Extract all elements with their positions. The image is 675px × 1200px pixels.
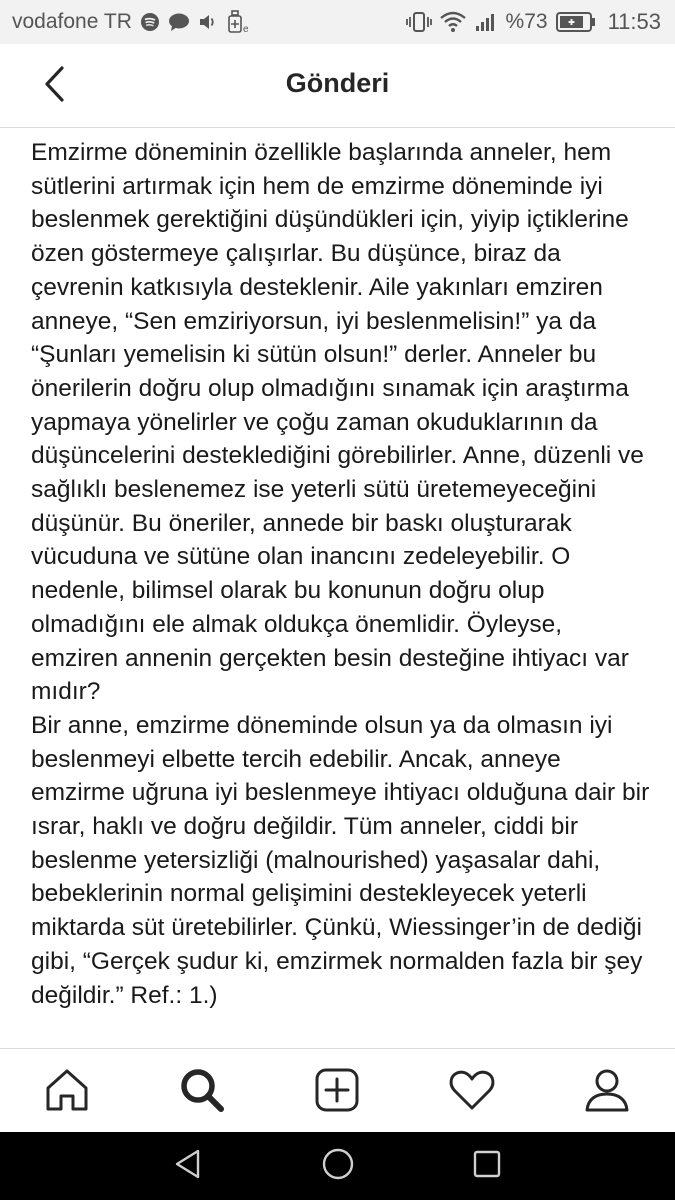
home-icon [44,1067,90,1118]
nav-activity-button[interactable] [446,1067,498,1117]
spotify-icon [140,12,160,32]
post-paragraph-1: Emzirme döneminin özellikle başlarında anneler, hem sütlerini artırmak için hem de emzirme döneminde iyi beslenmek gerektiğini düşündükleri için, yiyip içtiklerine özen göstermeye çalışırlar. Bu düşünce, biraz da çevrenin katkısıyla desteklenir. Aile yakınları emziren anneye, “Sen emziriyorsun, iyi beslenmelisin!” ya da “Şunları yemelisin ki sütün olsun!” derler. Anneler bu önerilerin doğru olup olmadığını sınamak için araştırma yapmaya yönelirler ve çoğu zaman okuduklarının da düşüncelerini desteklediğini görebilirler. Anne, düzenli ve sağlıklı beslenemez ise yeterli sütü üretemeyeceğini düşünür. Bu öneriler, annede bir baskı oluşturarak vücuduna ve sütüne olan inancını zedeleyebilir. O nedenle, bilimsel olarak bu konunun doğru olup olmadığını ele almak oldukça önemlidir. Öyleyse, emziren annenin gerçekten besin desteğine ihtiyacı var mıdır? [31,139,644,706]
add-post-icon [314,1067,360,1118]
clock: 11:53 [607,9,661,34]
system-back-button[interactable] [170,1149,206,1183]
status-bar [0,0,675,44]
app-header [0,44,675,128]
carrier-name: vodafone TR [12,10,132,33]
nav-add-post-button[interactable] [311,1067,363,1117]
activity-heart-icon [448,1068,496,1117]
system-home-button[interactable] [320,1149,356,1183]
nav-profile-button[interactable] [581,1067,633,1117]
signal-icon [474,11,498,33]
system-navigation-bar [0,1132,675,1200]
nav-search-button[interactable] [176,1067,228,1117]
battery-icon [556,11,596,33]
back-triangle-icon [172,1148,204,1185]
system-recents-button[interactable] [469,1149,505,1183]
battery-percent: %73 [505,10,548,33]
status-bar-left [12,10,252,34]
post-paragraph-2: Bir anne, emzirme döneminde olsun ya da olmasın iyi beslenmeyi elbette tercih edebilir. Ancak, anneye emzirme uğruna iyi beslenmeye ihtiyacı olduğuna dair bir ısrar, haklı ve doğru değildir. Tüm anneler, ciddi bir beslenme yetersizliği (malnourished) yaşasalar dahi, bebeklerinin normal gelişimini destekleyecek yeterli miktarda süt üretebilirler. Çünkü, Wiessinger’in de dediği gibi, “Gerçek şudur ki, emzirmek normalden fazla bir şey değildir.” Ref.: 1.) [31,711,650,1009]
bottom-navigation [0,1048,675,1132]
wifi-icon [440,11,466,33]
chat-bubble-icon [168,12,190,32]
bottle-icon [226,10,252,34]
home-circle-icon [321,1147,355,1186]
nav-home-button[interactable] [41,1067,93,1117]
page-title: Gönderi [285,68,390,98]
status-bar-right [406,9,661,35]
post-content [31,136,651,1048]
svg-text:e: e [242,24,249,34]
profile-icon [584,1067,630,1118]
recents-square-icon [471,1148,503,1185]
vibrate-icon [406,11,432,33]
volume-icon [198,12,218,32]
search-icon [179,1067,225,1118]
